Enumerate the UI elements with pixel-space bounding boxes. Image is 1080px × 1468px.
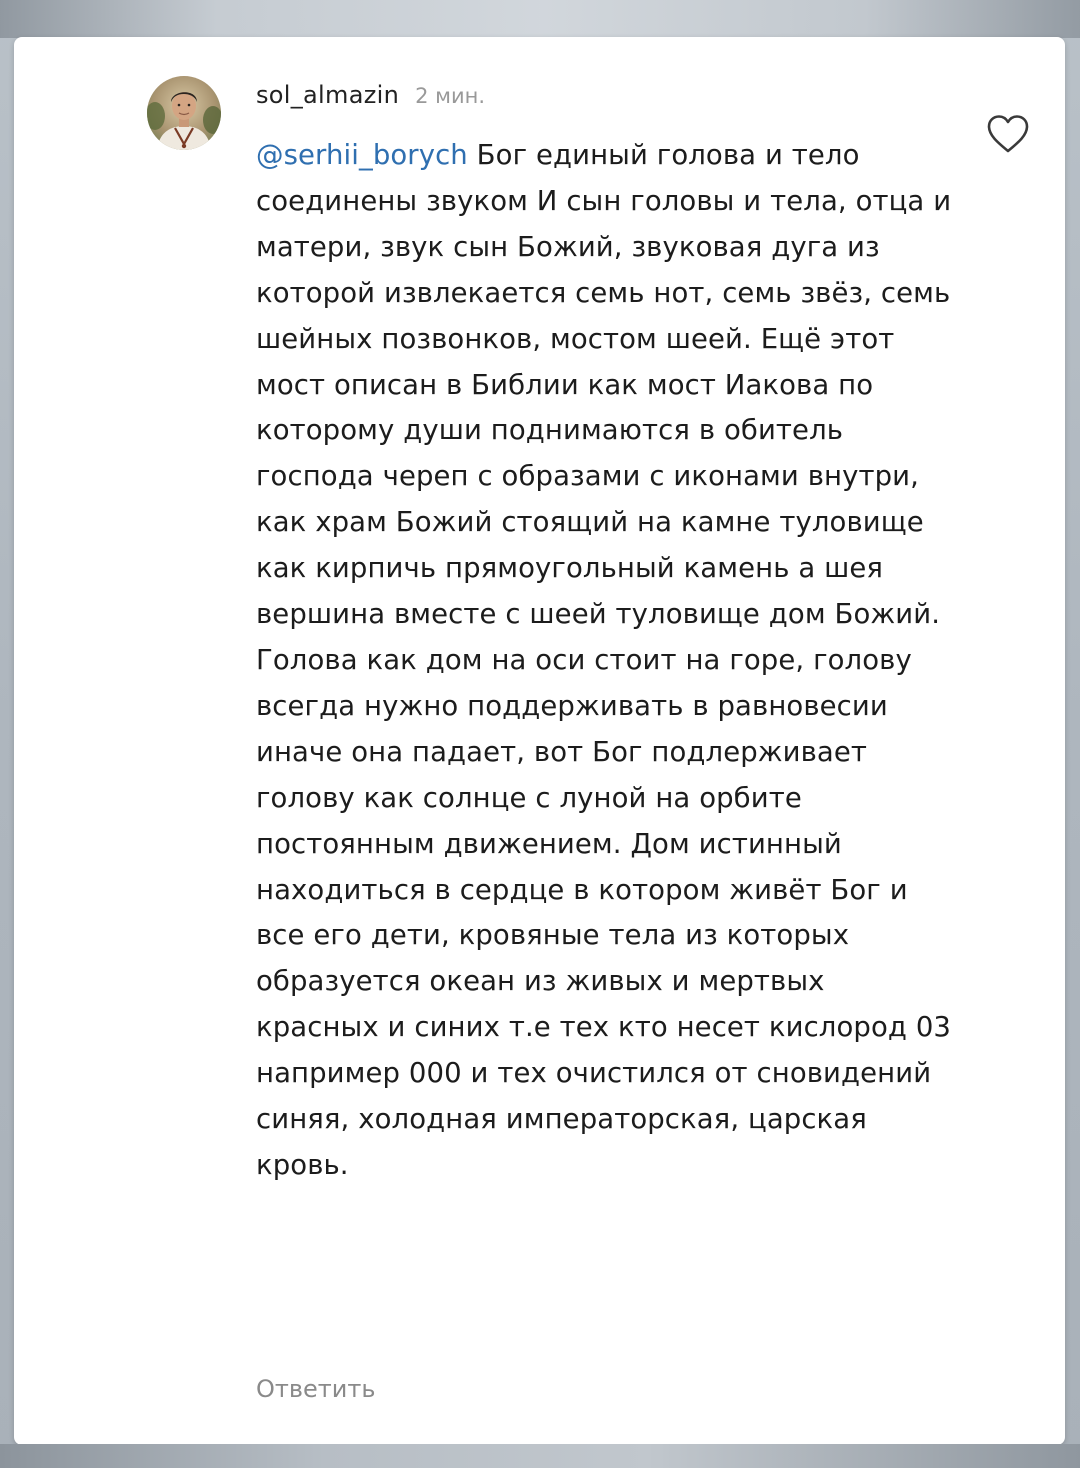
like-heart-icon[interactable] [985,113,1031,155]
mention-link[interactable]: @serhii_borych [256,139,468,171]
background-blur-top [0,0,1080,38]
avatar-image [147,76,221,150]
background-blur-bottom [0,1444,1080,1468]
heart-outline-icon [985,113,1031,155]
comment-body: Бог единый голова и тело соединены звуком И сын головы и тела, отца и матери, звук сын Божий, звуковая дуга из которой извлекается семь нот, семь звёз, семь шейных позвонков, мостом шеей. Ещё этот мост описан в Библии как мост Иакова по которому души поднимаются в обитель господа череп с образами с иконами внутри, как храм Божий стоящий на камне туловище как кирпичь прямоугольный камень а шея вершина вместе с шеей туловище дом Божий. Голова как дом на оси стоит на горе, голову всегда нужно поддерживать в равновесии иначе она падает, вот Бог подлерживает голову как солнце с луной на орбите постоянным движением. Дом истинный находиться в сердце в котором живёт Бог и все его дети, кровяные тела из которых образуется океан из живых и мертвых красных и синих т.е тех кто несет кислород 03 например 000 и тех очистился от сновидений синяя, холодная императорская, царская кровь. [256,139,952,1181]
username-link[interactable]: sol_almazin [256,81,400,109]
user-avatar[interactable] [147,76,221,150]
comment-timestamp: 2 мин. [415,84,486,108]
reply-button[interactable]: Ответить [256,1375,376,1403]
comment-header [256,81,485,117]
comment-text [256,133,956,1189]
comment-card [14,37,1065,1445]
